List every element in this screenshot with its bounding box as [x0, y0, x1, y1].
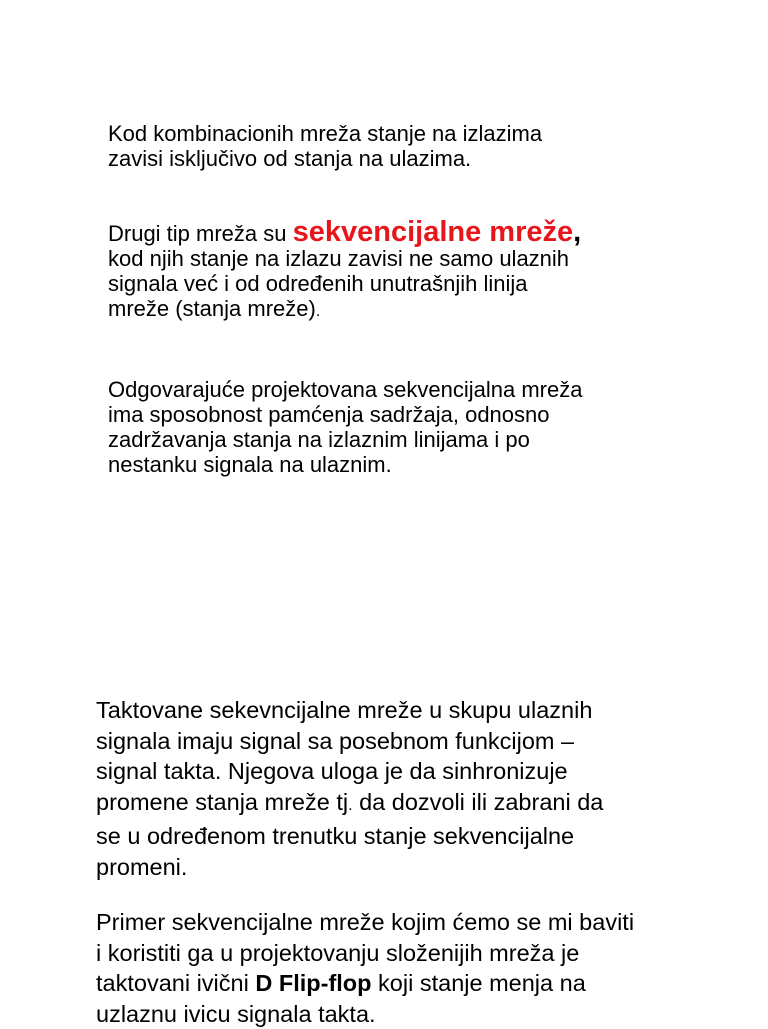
paragraph-sequential-networks	[108, 220, 581, 324]
text-line: signala već i od određenih unutrašnjih linija	[108, 271, 581, 296]
text-line: signal takta. Njegova uloga je da sinhronizuje	[96, 756, 603, 787]
text-line: se u određenom trenutku stanje sekvencijalne	[96, 821, 603, 852]
text-fragment: Drugi tip mreža su	[108, 221, 293, 246]
text-line: Odgovarajuće projektovana sekvencijalna mreža	[108, 377, 582, 402]
text-line: uzlaznu ivicu signala takta.	[96, 999, 634, 1029]
text-fragment: koji stanje menja na	[372, 970, 586, 996]
paragraph-d-flip-flop	[96, 907, 634, 1029]
text-fragment: .	[348, 797, 352, 814]
paragraph-clocked-networks	[96, 695, 603, 882]
text-line: promeni.	[96, 852, 603, 883]
highlighted-term: sekvencijalne mreže	[293, 216, 574, 248]
text-line: zadržavanja stanja na izlaznim linijama i po	[108, 427, 582, 452]
text-line: Taktovane sekevncijalne mreže u skupu ulaznih	[96, 695, 603, 726]
text-line: nestanku signala na ulaznim.	[108, 452, 582, 477]
text-fragment: mreže (stanja mreže)	[108, 296, 316, 321]
text-fragment: taktovani ivični	[96, 970, 255, 996]
text-line: kod njih stanje na izlazu zavisi ne samo ulaznih	[108, 246, 581, 271]
paragraph-combinational-networks	[108, 121, 542, 171]
text-line: signala imaju signal sa posebnom funkcijom –	[96, 726, 603, 757]
text-line: zavisi isključivo od stanja na ulazima.	[108, 146, 542, 171]
text-line-with-bold-term	[96, 968, 634, 999]
paragraph-memory-capability	[108, 377, 582, 477]
text-fragment: ,	[573, 216, 581, 248]
text-fragment: da dozvoli ili zabrani da	[353, 789, 604, 815]
text-line	[96, 787, 603, 822]
bold-term: D Flip-flop	[255, 970, 371, 996]
text-line-with-highlight	[108, 220, 581, 246]
text-fragment: .	[316, 303, 320, 320]
text-line: ima sposobnost pamćenja sadržaja, odnosno	[108, 402, 582, 427]
text-line: Kod kombinacionih mreža stanje na izlazima	[108, 121, 542, 146]
text-line: i koristiti ga u projektovanju složenijih mreža je	[96, 938, 634, 969]
text-fragment: promene stanja mreže tj	[96, 789, 348, 815]
text-line: Primer sekvencijalne mreže kojim ćemo se mi baviti	[96, 907, 634, 938]
text-line	[108, 296, 581, 324]
